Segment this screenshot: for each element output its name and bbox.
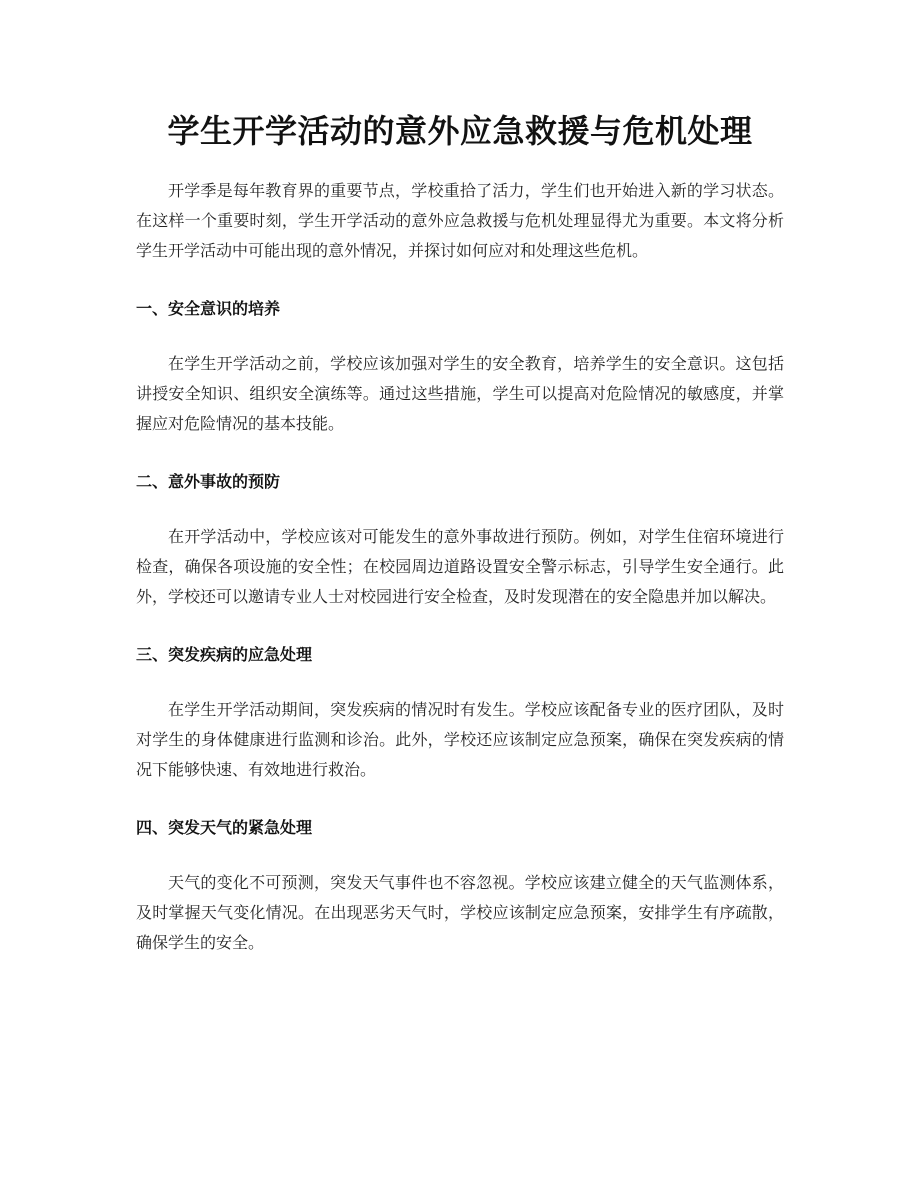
section-heading-sudden-weather: 四、突发天气的紧急处理 [136, 818, 313, 837]
section-heading-safety-awareness: 一、安全意识的培养 [136, 299, 281, 318]
section-paragraph-sudden-illness: 在学生开学活动期间，突发疾病的情况时有发生。学校应该配备专业的医疗团队，及时对学生的身体健康进行监测和诊治。此外，学校还应该制定应急预案，确保在突发疾病的情况下能够快速、有效地进行救治。 [136, 700, 784, 779]
section-paragraph-safety-awareness: 在学生开学活动之前，学校应该加强对学生的安全教育，培养学生的安全意识。这包括讲授安全知识、组织安全演练等。通过这些措施，学生可以提高对危险情况的敏感度，并掌握应对危险情况的基本技能。 [136, 354, 784, 433]
section-heading-sudden-illness: 三、突发疾病的应急处理 [136, 645, 313, 664]
intro-paragraph: 开学季是每年教育界的重要节点，学校重拾了活力，学生们也开始进入新的学习状态。在这样一个重要时刻，学生开学活动的意外应急救援与危机处理显得尤为重要。本文将分析学生开学活动中可能出现的意外情况，并探讨如何应对和处理这些危机。 [136, 181, 784, 260]
document-body [136, 176, 784, 958]
document-title: 学生开学活动的意外应急救援与危机处理 [167, 112, 753, 150]
section-heading-accident-prevention: 二、意外事故的预防 [136, 472, 281, 491]
section-paragraph-accident-prevention: 在开学活动中，学校应该对可能发生的意外事故进行预防。例如，对学生住宿环境进行检查，确保各项设施的安全性；在校园周边道路设置安全警示标志，引导学生安全通行。此外，学校还可以邀请专业人士对校园进行安全检查，及时发现潜在的安全隐患并加以解决。 [136, 527, 784, 606]
section-paragraph-sudden-weather: 天气的变化不可预测，突发天气事件也不容忽视。学校应该建立健全的天气监测体系，及时掌握天气变化情况。在出现恶劣天气时，学校应该制定应急预案，安排学生有序疏散，确保学生的安全。 [136, 873, 784, 952]
